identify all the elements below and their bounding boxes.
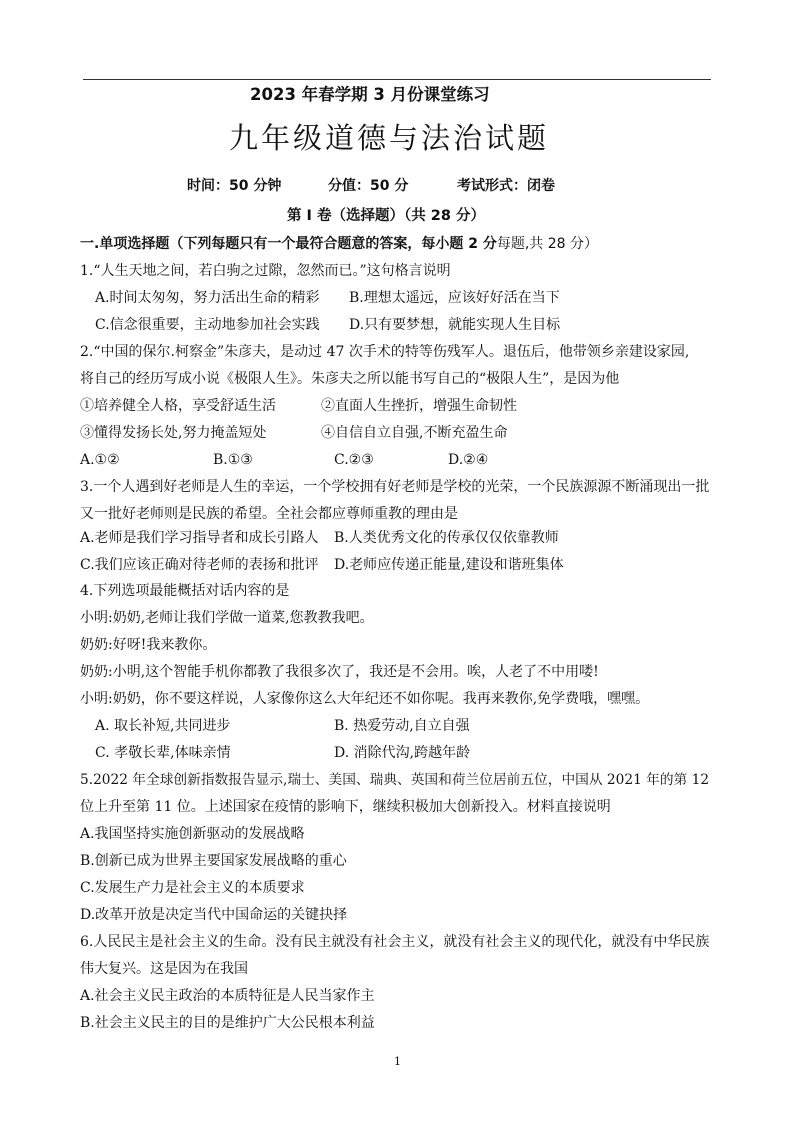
q4-stem: 4.下列选项最能概括对话内容的是 (80, 583, 290, 599)
q3-option-d: D.老师应传递正能量,建设和谐班集体 (334, 557, 564, 573)
q1-option-a: A.时间太匆匆，努力活出生命的精彩 (95, 290, 320, 306)
q2-statement-3: ③懂得发扬长处,努力掩盖短处 (80, 425, 267, 441)
q6-stem-line1: 6.人民民主是社会主义的生命。没有民主就没有社会主义，就没有社会主义的现代化，就没有中华民族 (80, 934, 710, 950)
q3-stem-line1: 3.一个人遇到好老师是人生的幸运，一个学校拥有好老师是学校的光荣，一个民族源源不断涌现出一批 (80, 479, 710, 495)
q5-option-d: D.改革开放是决定当代中国命运的关键抉择 (80, 907, 348, 923)
q5-option-b: B.创新已成为世界主要国家发展战略的重心 (80, 853, 347, 869)
page-number: 1 (394, 1055, 401, 1068)
q2-option-c: C.②③ (334, 452, 374, 468)
q5-stem-line2: 位上升至第 11 位。上述国家在疫情的影响下，继续积极加大创新投入。材料直接说明 (80, 799, 611, 815)
q4-option-a: A. 取长补短,共同进步 (95, 718, 231, 734)
q4-dialogue-1: 小明:奶奶,老师让我们学做一道菜,您教教我吧。 (80, 610, 374, 626)
q6-stem-line2: 伟大复兴。这是因为在我国 (80, 961, 248, 977)
volume-heading: 第 I 卷（选择题）（共 28 分） (287, 208, 486, 224)
q5-option-a: A.我国坚持实施创新驱动的发展战略 (80, 826, 305, 842)
q2-option-b: B.①③ (213, 452, 253, 468)
q2-stem-line2: 将自己的经历写成小说《极限人生》。朱彦夫之所以能书写自己的“极限人生”，是因为他 (80, 371, 620, 387)
q4-option-d: D. 消除代沟,跨越年龄 (334, 745, 471, 761)
q3-stem-line2: 又一批好老师则是民族的希望。全社会都应尊师重教的理由是 (80, 506, 458, 522)
q5-stem-line1: 5.2022 年全球创新指数报告显示,瑞士、美国、瑞典、英国和荷兰位居前五位，中国从 2021 年的第 12 (80, 772, 710, 788)
section-heading (80, 235, 598, 253)
q2-stem-line1: 2.“中国的保尔.柯察金”朱彦夫，是动过 47 次手术的特等伤残军人。退伍后，他带领乡亲建设家园, (80, 344, 690, 360)
exam-format: 考试形式：闭卷 (457, 178, 555, 194)
q1-stem: 1.“人生天地之间，若白驹之过隙，忽然而已。”这句格言说明 (80, 263, 451, 279)
q2-option-d: D.②④ (448, 452, 489, 468)
section-title: 一.单项选择题 (80, 236, 170, 252)
q4-dialogue-4: 小明:奶奶，你不要这样说，人家像你这么大年纪还不如你呢。我再来教你,免学费哦，嘿嘿。 (80, 691, 650, 707)
q6-option-a: A.社会主义民主政治的本质特征是人民当家作主 (80, 988, 375, 1004)
q2-statement-2: ②直面人生挫折，增强生命韧性 (321, 398, 517, 414)
q2-statement-1: ①培养健全人格，享受舒适生活 (80, 398, 276, 414)
exam-title: 九年级道德与法治试题 (229, 121, 550, 155)
exam-score: 分值：50 分 (328, 178, 409, 194)
q1-option-b: B.理想太遥远，应该好好活在当下 (349, 290, 560, 306)
q2-option-a: A.①② (80, 452, 120, 468)
exam-subtitle: 2023 年春学期 3 月份课堂练习 (250, 85, 490, 104)
q6-option-b: B.社会主义民主的目的是维护广大公民根本利益 (80, 1015, 375, 1031)
q4-option-c: C. 孝敬长辈,体味亲情 (95, 745, 231, 761)
q3-option-c: C.我们应该正确对待老师的表扬和批评 (80, 557, 319, 573)
q3-option-b: B.人类优秀文化的传承仅仅依靠教师 (334, 530, 559, 546)
exam-time: 时间：50 分钟 (187, 178, 282, 194)
q4-dialogue-2: 奶奶:好呀!我来教你。 (80, 637, 217, 653)
q3-option-a: A.老师是我们学习指导者和成长引路人 (80, 530, 319, 546)
q4-dialogue-3: 奶奶:小明,这个智能手机你都教了我很多次了，我还是不会用。唉，人老了不中用喽! (80, 664, 599, 680)
q4-option-b: B. 热爱劳动,自立自强 (334, 718, 470, 734)
section-note: （下列每题只有一个最符合题意的答案，每小题 2 分 (169, 236, 497, 252)
q5-option-c: C.发展生产力是社会主义的本质要求 (80, 880, 305, 896)
q1-option-c: C.信念很重要，主动地参加社会实践 (95, 317, 320, 333)
q1-option-d: D.只有要梦想，就能实现人生目标 (349, 317, 561, 333)
q2-statement-4: ④自信自立自强,不断充盈生命 (321, 425, 508, 441)
section-note-tail: 每题,共 28 分） (496, 236, 598, 252)
header-rule (83, 79, 711, 80)
